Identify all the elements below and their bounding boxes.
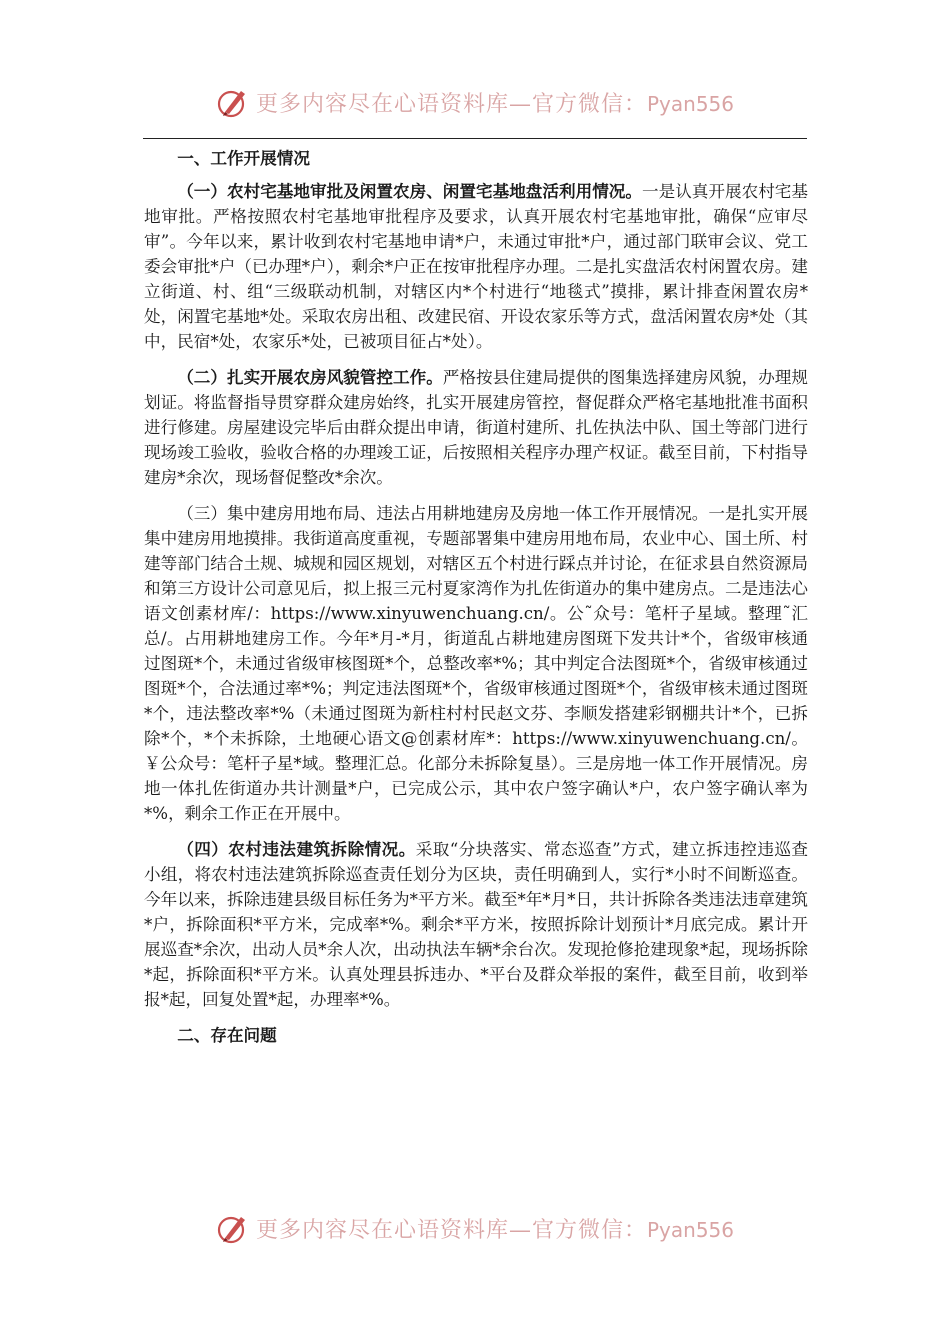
paragraph-2-title: （二）扎实开展农房风貌管控工作。 [177,367,443,387]
paragraph-1-body: 一是认真开展农村宅基地审批。严格按照农村宅基地审批程序及要求，认真开展农村宅基地审批，确保“应审尽审”。今年以来，累计收到农村宅基地申请*户，未通过审批*户，通过部门联审会议、党工委会审批*户（已办理*户），剩余*户正在按审批程序办理。二是扎实盘活农村闲置农房。建立街道、村、组“三级联动机制，对辖区内*个村进行“地毯式”摸排，累计排查闲置农房*处，闲置宅基地*处。采取农房出租、改建民宿、开设农家乐等方式，盘活闲置农房*处（其中，民宿*处，农家乐*处，已被项目征占*处）。 [144,182,808,351]
banner-text: 更多内容尽在心语资料库—官方微信：Pyan556 [255,1217,735,1243]
pen-in-circle-icon [216,1211,250,1245]
pen-in-circle-icon [216,85,250,119]
paragraph-2-body: 严格按县住建局提供的图集选择建房风貌，办理规划证。将监督指导贯穿群众建房始终，扎实开展建房管控，督促群众严格宅基地批准书面积进行修建。房屋建设完毕后由群众提出申请，街道村建所、扎佐执法中队、国土等部门进行现场竣工验收，验收合格的办理竣工证，后按照相关程序办理产权证。截至目前，下村指导建房*余次，现场督促整改*余次。 [144,368,809,487]
paragraph-3: （三）集中建房用地布局、违法占用耕地建房及房地一体工作开展情况。一是扎实开展集中建房用地摸排。我街道高度重视，专题部署集中建房用地布局，农业中心、国土所、村建等部门结合土规、城规和园区规划，对辖区五个村进行踩点并讨论，在征求县自然资源局和第三方设计公司意见后，拟上报三元村夏家湾作为扎佐街道办的集中建房点。二是违法心语文创素材库/：https://www.xinyuwenchuang.cn/。公˜众号：笔杆子星域。整理˜汇总/。占用耕地建房工作。今年*月-*月，街道乱占耕地建房图斑下发共计*个，省级审核通过图斑*个，未通过省级审核图斑*个，总整改率*%；其中判定合法图斑*个，省级审核通过图斑*个，合法通过率*%；判定违法图斑*个，省级审核通过图斑*个，省级审核未通过图斑*个，违法整改率*%（未通过图斑为新柱村村民赵文芬、李顺发搭建彩钢棚共计*个，已拆除*个，*个未拆除，土地硬心语文@创素材库*：https://www.xinyuwenchuang.cn/。￥公众号：笔杆子星*域。整理汇总。化部分未拆除复垦）。三是房地一体工作开展情况。房地一体扎佐街道办共计测量*户，已完成公示，其中农户签字确认*户，农户签字确认率为*%，剩余工作正在开展中。 [144,504,808,823]
paragraph-4 [144,837,808,1012]
paragraph-1-title: （一）农村宅基地审批及闲置农房、闲置宅基地盘活利用情况。 [177,181,642,201]
header-banner [0,80,950,124]
section-heading-1: 一、工作开展情况 [177,148,310,168]
banner-text: 更多内容尽在心语资料库—官方微信：Pyan556 [255,91,735,117]
document-body [144,146,808,1056]
header-rule [143,138,807,139]
paragraph-4-title: （四）农村违法建筑拆除情况。 [177,839,416,859]
paragraph-2 [144,365,808,490]
footer-banner [0,1206,950,1250]
paragraph-1 [144,179,808,354]
paragraph-4-body: 采取“分块落实、常态巡查”方式，建立拆违控违巡查小组，将农村违法建筑拆除巡查责任划分为区块，责任明确到人，实行*小时不间断巡查。今年以来，拆除违建县级目标任务为*平方米。截至*年*月*日，共计拆除各类违法违章建筑*户，拆除面积*平方米，完成率*%。剩余*平方米，按照拆除计划预计*月底完成。累计开展巡查*余次，出动人员*余人次，出动执法车辆*余台次。发现抢修抢建现象*起，现场拆除*起，拆除面积*平方米。认真处理县拆违办、*平台及群众举报的案件，截至目前，收到举报*起，回复处置*起，办理率*%。 [144,840,808,1009]
section-heading-2: 二、存在问题 [177,1025,277,1045]
